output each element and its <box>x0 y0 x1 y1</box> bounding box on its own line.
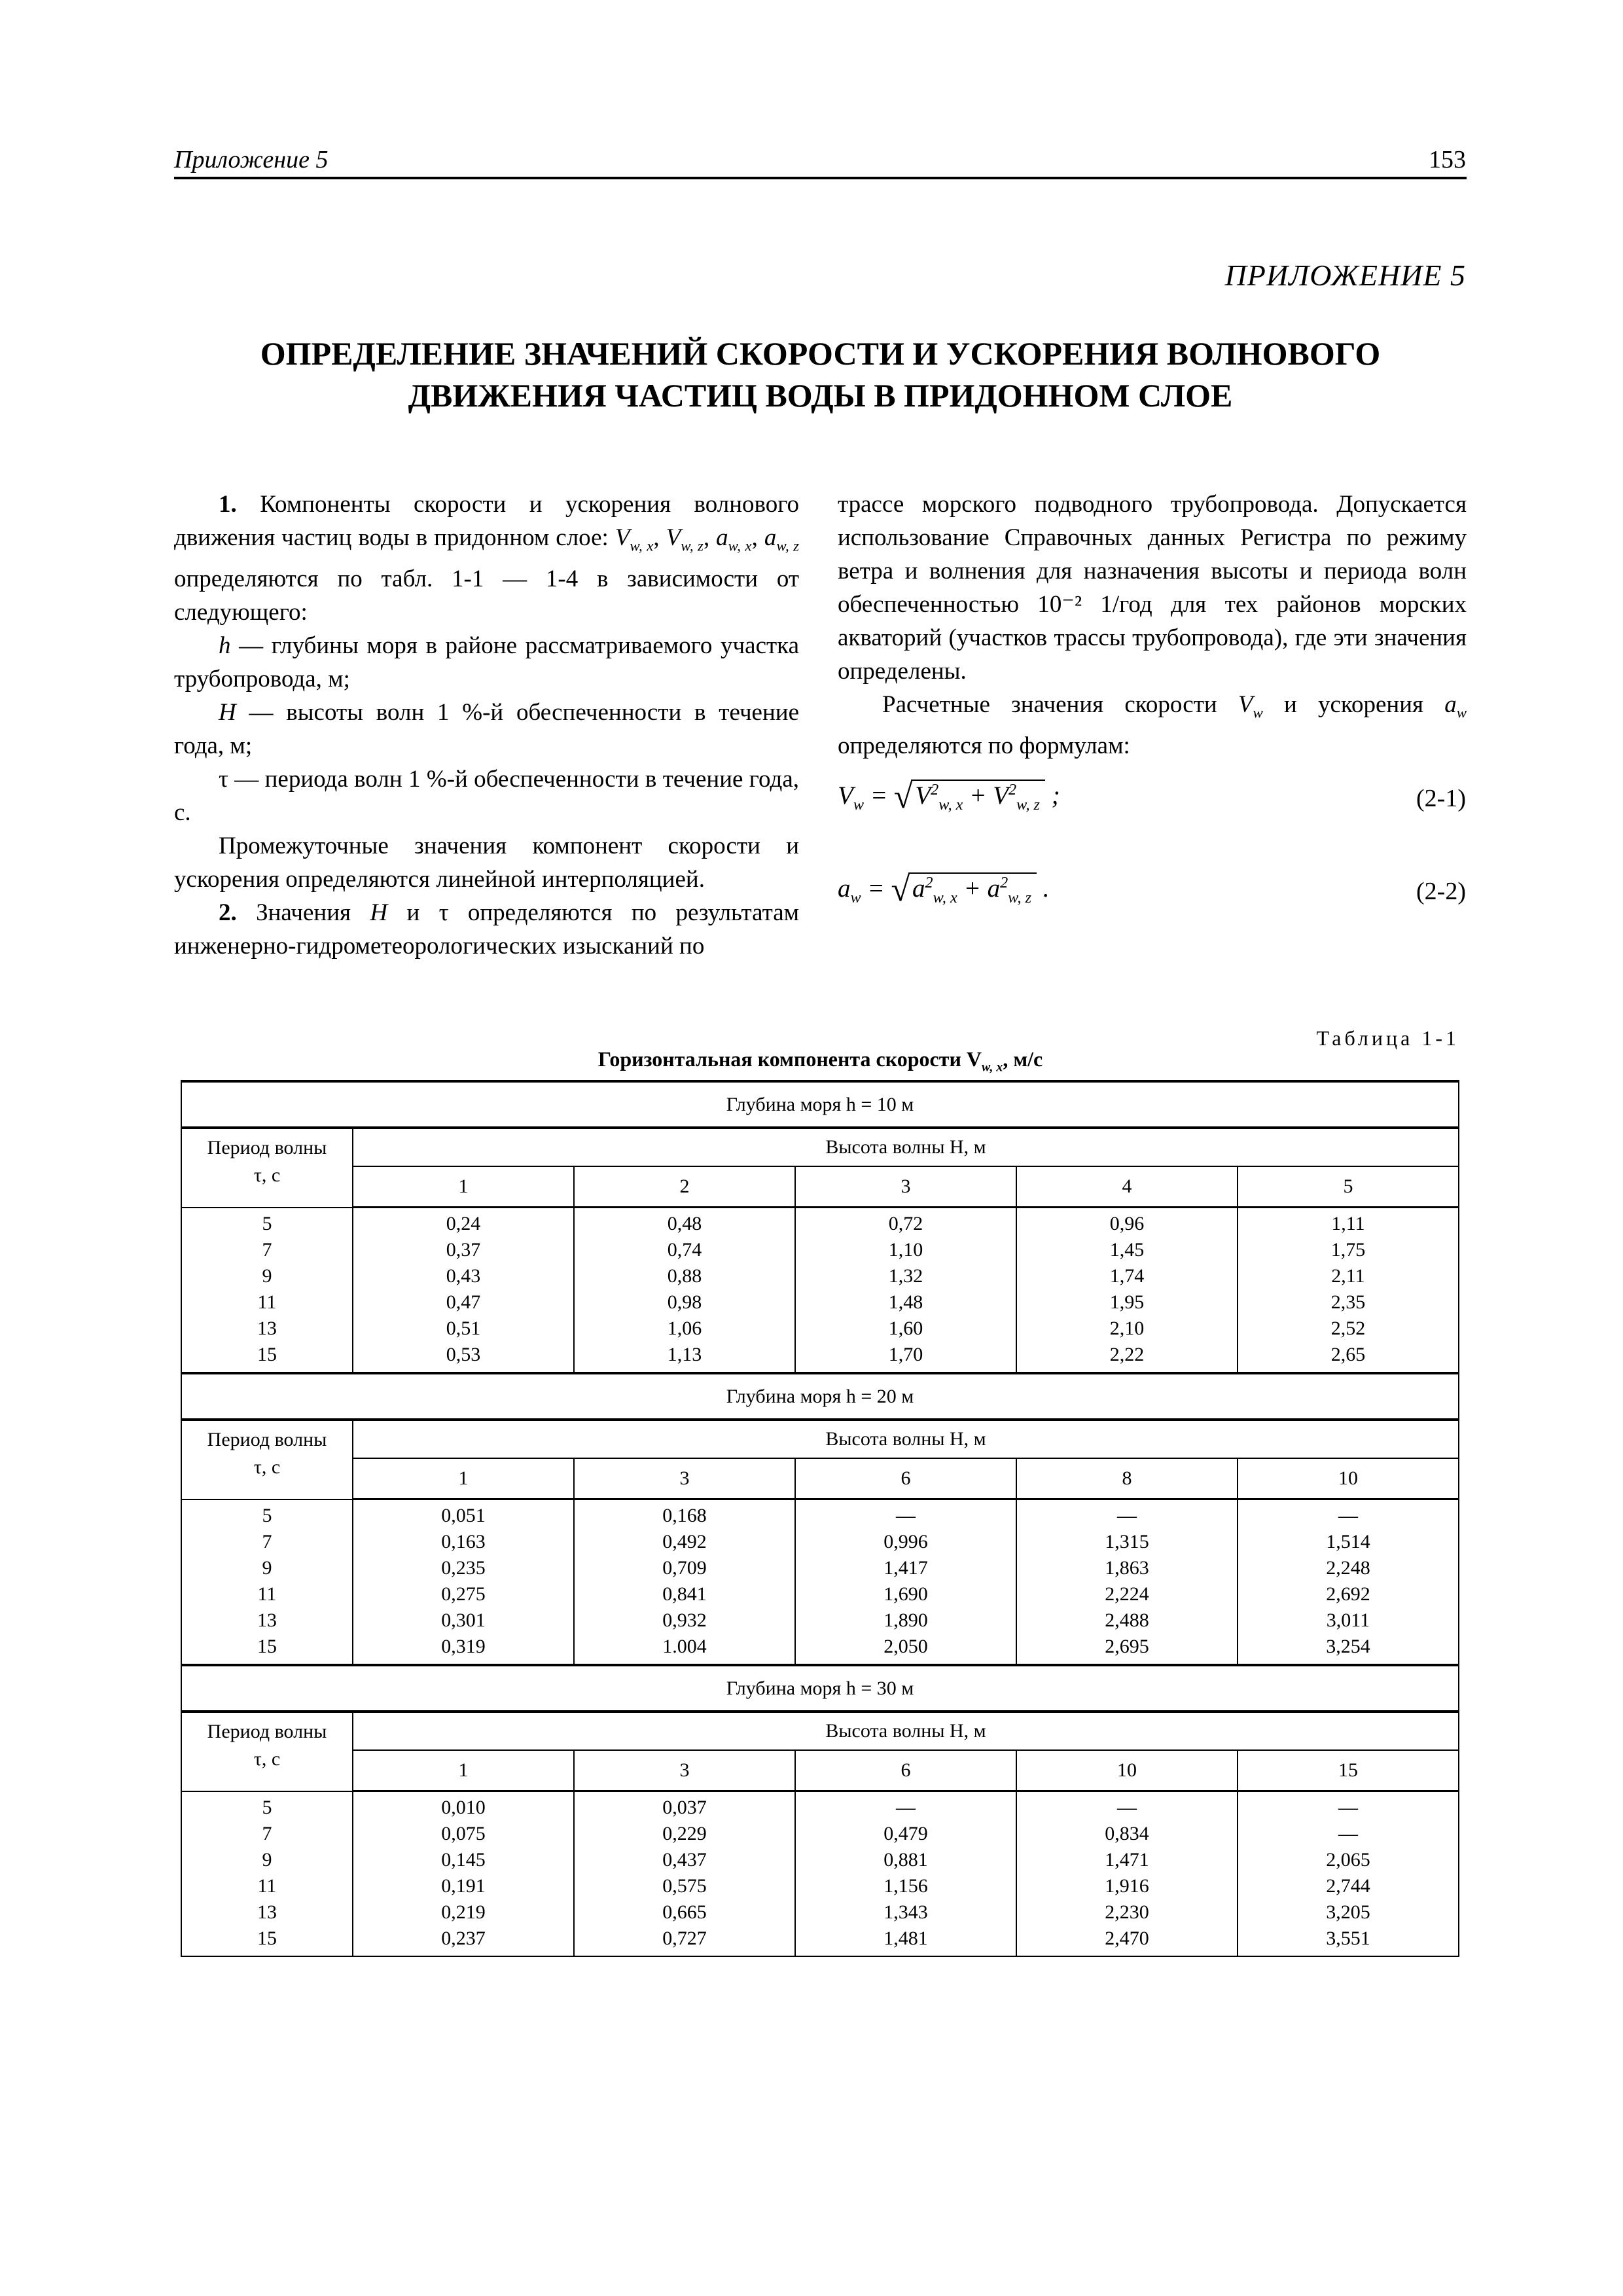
formula-velocity: $V_w$ = √ $V^2_{w, x} + V^2_{w, z}$ ; <box>838 778 1060 816</box>
table-cell: 1,06 <box>667 1318 702 1339</box>
height-value: 10 <box>1238 1458 1459 1499</box>
value-column <box>1238 1499 1459 1666</box>
table-cell: 2,470 <box>1105 1928 1149 1949</box>
table-cell: 1,315 <box>1105 1531 1149 1552</box>
table-cell: 1,45 <box>1109 1239 1145 1261</box>
height-value: 6 <box>795 1750 1016 1791</box>
page-number: 153 <box>1429 146 1466 173</box>
paragraph-continued: трассе морского подводного трубопровода. Допускается использование Справочных данных Регистра по режиму ветра и волнения для назначения высоты и периода волн обеспеченностью 10⁻² 1/год для тех районов морских акваторий (участков трассы трубопровода), где эти значения определены. <box>838 491 1467 685</box>
table-caption: Горизонтальная компонента скорости $V_{w, x}$, м/с <box>597 1047 1043 1075</box>
table-cell: 1,70 <box>888 1344 923 1365</box>
table-cell: 1,863 <box>1105 1557 1149 1579</box>
table-cell: 1,60 <box>888 1318 923 1339</box>
period-value: 7 <box>262 1822 272 1844</box>
table-cell: 2,692 <box>1326 1583 1370 1605</box>
table-cell: 2,248 <box>1326 1557 1370 1579</box>
height-value: 1 <box>353 1750 574 1791</box>
symbol-awx: $a_{w, x}$ <box>716 524 752 554</box>
table-cell: 1,74 <box>1109 1265 1145 1287</box>
height-value: 2 <box>574 1166 795 1208</box>
table-cell: 2,11 <box>1331 1265 1365 1287</box>
table-cell: 0,53 <box>446 1344 481 1365</box>
table-cell: 3,254 <box>1326 1636 1370 1657</box>
symbol-vwz: $V_{w, z}$ <box>666 524 704 554</box>
height-header: Высота волны H, м <box>353 1128 1459 1166</box>
table-cell: 0,96 <box>1109 1213 1145 1234</box>
definition-tau: τ — периода волн 1 %-й обеспеченности в течение года, с. <box>174 766 799 827</box>
period-value: 11 <box>257 1291 277 1313</box>
heights-row <box>181 1166 1459 1208</box>
table-cell: 2,050 <box>883 1636 928 1657</box>
table-cell: 0,51 <box>446 1318 481 1339</box>
table-cell: 1,343 <box>883 1901 928 1923</box>
height-value: 5 <box>1238 1166 1459 1208</box>
symbol-awz: $a_{w, z}$ <box>764 524 800 554</box>
table-cell: 2,22 <box>1109 1344 1145 1365</box>
data-block <box>181 1208 1459 1374</box>
height-value: 3 <box>795 1166 1016 1208</box>
table-cell: 0,37 <box>446 1239 481 1261</box>
table-cell: 1,11 <box>1331 1213 1365 1234</box>
title-line: ДВИЖЕНИЯ ЧАСТИЦ ВОДЫ В ПРИДОННОМ СЛОЕ <box>408 377 1233 414</box>
value-column <box>1238 1208 1459 1374</box>
value-column <box>353 1208 574 1374</box>
period-value: 13 <box>257 1901 277 1923</box>
table-cell: 2,35 <box>1330 1291 1366 1313</box>
table-cell: 0,319 <box>441 1636 486 1657</box>
running-header-title: Приложение 5 <box>174 146 329 173</box>
table-cell: — <box>1117 1797 1137 1818</box>
table-cell: 2,744 <box>1326 1875 1370 1897</box>
table-cell: 1,10 <box>888 1239 923 1261</box>
table-cell: — <box>1338 1505 1358 1526</box>
header-row <box>181 1712 1459 1750</box>
value-column <box>795 1791 1016 1957</box>
period-value: 7 <box>262 1530 272 1552</box>
period-column <box>181 1791 353 1957</box>
table-cell: — <box>1338 1823 1358 1844</box>
table-cell: 0,479 <box>883 1823 928 1844</box>
table-cell: 1,690 <box>883 1583 928 1605</box>
table-cell: 0,492 <box>662 1531 707 1552</box>
table-cell: 0,575 <box>662 1875 707 1897</box>
height-value: 3 <box>574 1458 795 1499</box>
period-value: 9 <box>262 1265 272 1287</box>
table-cell: 0,010 <box>441 1797 486 1818</box>
depth-label: Глубина моря h = 30 м <box>181 1665 1459 1712</box>
depth-row <box>181 1081 1459 1128</box>
table-cell: 2,695 <box>1105 1636 1149 1657</box>
height-header: Высота волны H, м <box>353 1712 1459 1750</box>
value-column <box>795 1499 1016 1666</box>
table-cell: 0,47 <box>446 1291 481 1313</box>
table-cell: 2,488 <box>1105 1609 1149 1631</box>
table-cell: 0,43 <box>446 1265 481 1287</box>
table-cell: 1,481 <box>883 1928 928 1949</box>
table-cell: 0,834 <box>1105 1823 1149 1844</box>
period-value: 9 <box>262 1556 272 1579</box>
height-value: 1 <box>353 1458 574 1499</box>
table-cell: 0,88 <box>667 1265 702 1287</box>
value-column <box>574 1791 795 1957</box>
table-cell: 1.004 <box>662 1636 707 1657</box>
table-cell: 0,72 <box>888 1213 923 1234</box>
table-cell: 1,156 <box>883 1875 928 1897</box>
table-cell: 0,219 <box>441 1901 486 1923</box>
table-cell: 0,841 <box>662 1583 707 1605</box>
height-value: 8 <box>1016 1458 1238 1499</box>
table-cell: 0,881 <box>883 1849 928 1871</box>
height-value: 10 <box>1016 1750 1238 1791</box>
table-cell: 2,10 <box>1109 1318 1145 1339</box>
text-column-right <box>838 488 1467 762</box>
heights-row <box>181 1750 1459 1791</box>
definition-H: H — высоты волн 1 %-й обеспеченности в течение года, м; <box>174 699 799 760</box>
height-value: 1 <box>353 1166 574 1208</box>
equation-number: (2-1) <box>1416 785 1466 812</box>
period-column <box>181 1208 353 1374</box>
table-cell: 3,011 <box>1326 1609 1370 1631</box>
table-cell: 2,65 <box>1330 1344 1366 1365</box>
table-cell: 0,437 <box>662 1849 707 1871</box>
period-value: 11 <box>257 1874 277 1897</box>
symbol-vwx: $V_{w, x}$ <box>615 524 654 554</box>
period-header: Период волны τ, с <box>181 1128 353 1208</box>
table-cell: 0,191 <box>441 1875 486 1897</box>
value-column <box>795 1208 1016 1374</box>
period-header: Период волны τ, с <box>181 1712 353 1791</box>
table-cell: 0,229 <box>662 1823 707 1844</box>
table-cell: 1,890 <box>883 1609 928 1631</box>
value-column <box>353 1791 574 1957</box>
period-header: Период волны τ, с <box>181 1420 353 1499</box>
period-value: 15 <box>257 1635 277 1657</box>
page-title <box>174 332 1467 416</box>
value-column <box>1238 1791 1459 1957</box>
table-cell: 0,74 <box>667 1239 702 1261</box>
depth-label: Глубина моря h = 10 м <box>181 1081 1459 1128</box>
depth-label: Глубина моря h = 20 м <box>181 1373 1459 1420</box>
table-cell: 1,13 <box>667 1344 702 1365</box>
paragraph-interpolation: Промежуточные значения компонент скорости и ускорения определяются линейной интерполяцией. <box>174 833 799 893</box>
period-value: 15 <box>257 1343 277 1365</box>
table-cell: 2,224 <box>1105 1583 1149 1605</box>
value-column <box>1016 1499 1238 1666</box>
period-value: 9 <box>262 1848 272 1871</box>
table-cell: 0,037 <box>662 1797 707 1818</box>
table-cell: 0,235 <box>441 1557 486 1579</box>
text-column-left <box>174 488 799 963</box>
header-row <box>181 1420 1459 1458</box>
height-value: 4 <box>1016 1166 1238 1208</box>
period-value: 5 <box>262 1504 272 1526</box>
formula-acceleration: $a_w$ = √ $a^2_{w, x} + a^2_{w, z}$ . <box>838 871 1050 908</box>
title-line: ОПРЕДЕЛЕНИЕ ЗНАЧЕНИЙ СКОРОСТИ И УСКОРЕНИЯ ВОЛНОВОГО <box>260 335 1381 372</box>
table-cell: 0,98 <box>667 1291 702 1313</box>
table-cell: 0,709 <box>662 1557 707 1579</box>
table-cell: 0,932 <box>662 1609 707 1631</box>
height-value: 3 <box>574 1750 795 1791</box>
table-cell: 2,065 <box>1326 1849 1370 1871</box>
height-header: Высота волны H, м <box>353 1420 1459 1458</box>
period-value: 7 <box>262 1238 272 1261</box>
period-column <box>181 1499 353 1666</box>
table-cell: 1,417 <box>883 1557 928 1579</box>
table-label: Таблица 1-1 <box>1316 1026 1459 1050</box>
value-column <box>1016 1208 1238 1374</box>
table-cell: 1,95 <box>1109 1291 1145 1313</box>
paragraph-calc: Расчетные значения скорости $V_w$ и ускорения $a_w$ определяются по формулам: <box>838 691 1467 760</box>
table-cell: 0,163 <box>441 1531 486 1552</box>
data-block <box>181 1499 1459 1666</box>
equation-number: (2-2) <box>1416 878 1466 905</box>
table-cell: 0,051 <box>441 1505 486 1526</box>
period-value: 5 <box>262 1212 272 1234</box>
period-value: 15 <box>257 1927 277 1949</box>
header-rule <box>174 177 1467 179</box>
table-cell: 2,230 <box>1105 1901 1149 1923</box>
table-cell: 1,48 <box>888 1291 923 1313</box>
paragraph-1: 1. Компоненты скорости и ускорения волнового движения частиц воды в придонном слое: $V_{w, x}$, $V_{w, z}$, $a_{w, x}$, $a_{w, z}$ определяются по табл. 1-1 — 1-4 в зависимости от следующего: <box>174 491 800 626</box>
depth-row <box>181 1373 1459 1420</box>
data-block <box>181 1791 1459 1957</box>
header-row <box>181 1128 1459 1166</box>
table-cell: 0,996 <box>883 1531 928 1552</box>
table-cell: 1,75 <box>1330 1239 1366 1261</box>
height-value: 15 <box>1238 1750 1459 1791</box>
value-column <box>574 1208 795 1374</box>
table-cell: 2,52 <box>1330 1318 1366 1339</box>
table-cell: 0,301 <box>441 1609 486 1631</box>
table-cell: 1,916 <box>1105 1875 1149 1897</box>
table-cell: 1,471 <box>1105 1849 1149 1871</box>
table-cell: 0,237 <box>441 1928 486 1949</box>
heights-row <box>181 1458 1459 1499</box>
period-value: 13 <box>257 1317 277 1339</box>
table-cell: 1,32 <box>888 1265 923 1287</box>
height-value: 6 <box>795 1458 1016 1499</box>
table-cell: 3,551 <box>1326 1928 1370 1949</box>
table-cell: 0,145 <box>441 1849 486 1871</box>
appendix-label: ПРИЛОЖЕНИЕ 5 <box>1224 259 1466 292</box>
period-value: 5 <box>262 1796 272 1818</box>
table-cell: 0,24 <box>446 1213 481 1234</box>
table-cell: — <box>896 1505 916 1526</box>
depth-row <box>181 1665 1459 1712</box>
table-cell: — <box>1338 1797 1358 1818</box>
table-cell: 0,275 <box>441 1583 486 1605</box>
value-column <box>353 1499 574 1666</box>
paragraph-2: 2. Значения H и τ определяются по результатам инженерно-гидрометеорологических изысканий по <box>174 899 800 960</box>
table-cell: 1,514 <box>1326 1531 1370 1552</box>
definition-h: h — глубины моря в районе рассматриваемого участка трубопровода, м; <box>174 632 800 693</box>
table-cell: 0,727 <box>662 1928 707 1949</box>
value-column <box>574 1499 795 1666</box>
value-column <box>1016 1791 1238 1957</box>
table-cell: 0,665 <box>662 1901 707 1923</box>
table-cell: 0,168 <box>662 1505 707 1526</box>
table-cell: — <box>896 1797 916 1818</box>
period-value: 13 <box>257 1609 277 1631</box>
table-cell: 3,205 <box>1326 1901 1370 1923</box>
table-cell: — <box>1117 1505 1137 1526</box>
period-value: 11 <box>257 1583 277 1605</box>
table-cell: 0,075 <box>441 1823 486 1844</box>
velocity-table <box>181 1080 1459 1957</box>
table-cell: 0,48 <box>667 1213 702 1234</box>
